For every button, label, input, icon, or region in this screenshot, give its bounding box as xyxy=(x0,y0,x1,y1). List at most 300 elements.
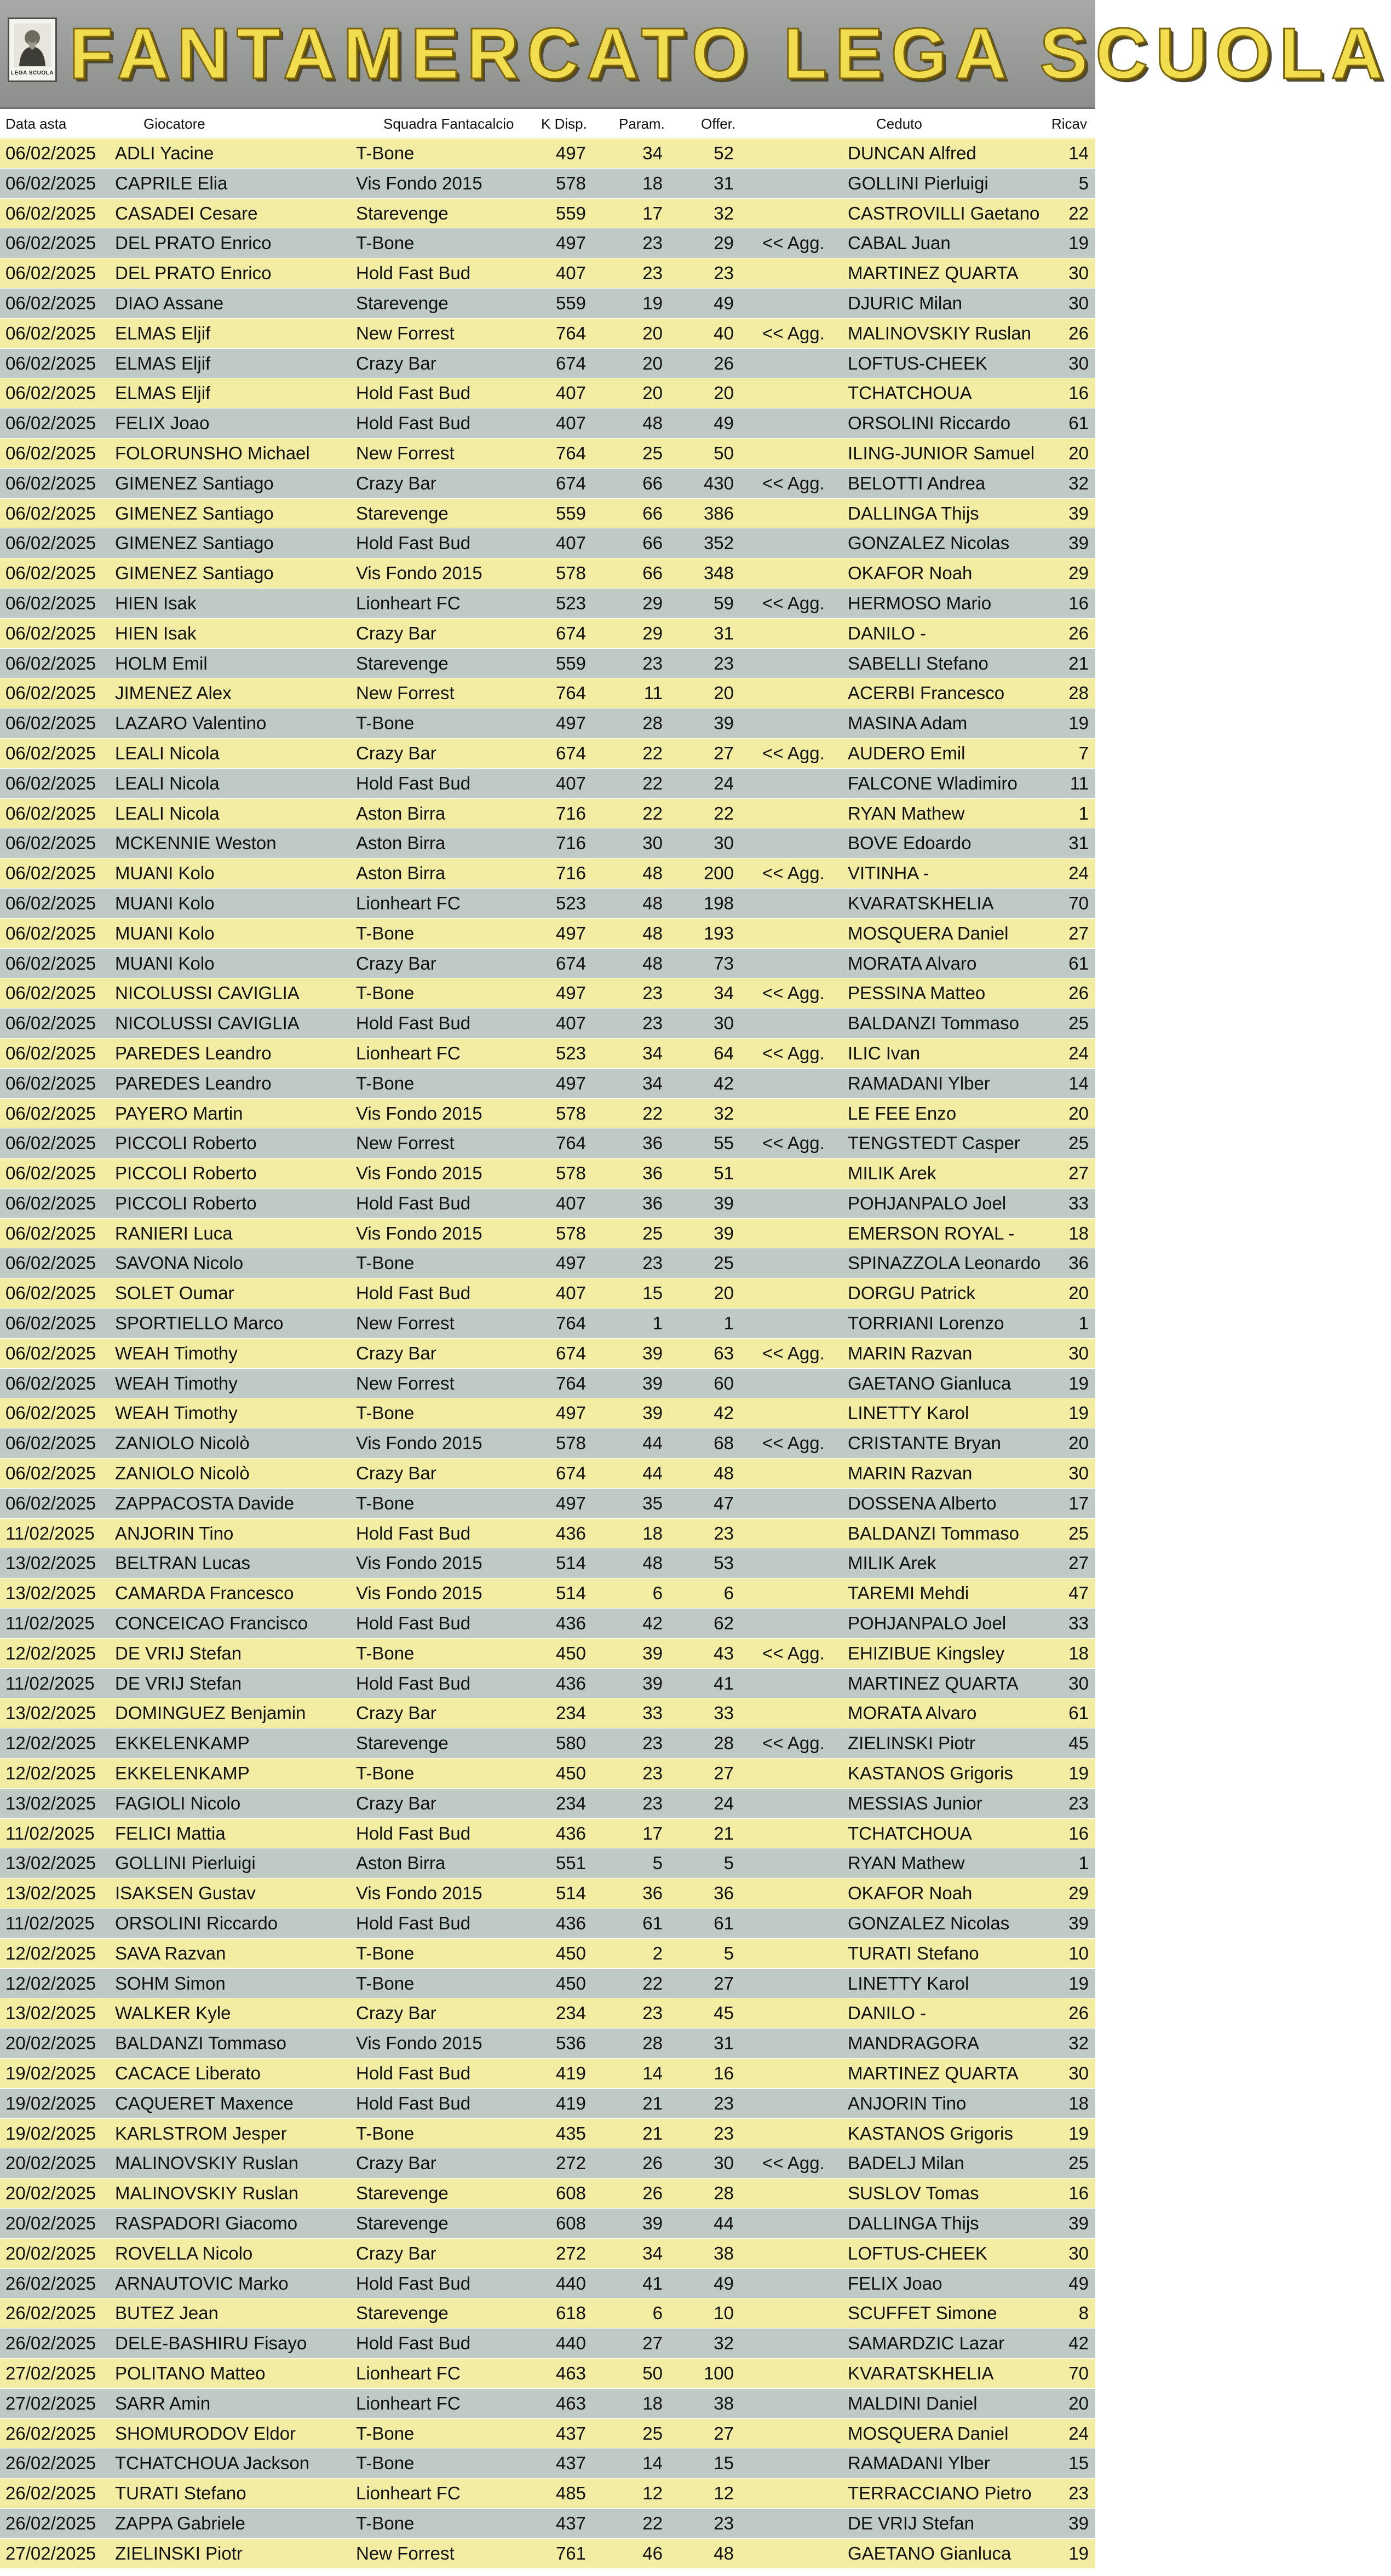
cell-param: 23 xyxy=(642,233,663,253)
cell-player: CACACE Liberato xyxy=(115,2063,261,2083)
cell-agg-marker xyxy=(762,1939,839,1968)
cell-kdisp: 578 xyxy=(555,1433,586,1454)
cell-player: SARR Amin xyxy=(115,2393,211,2413)
cell-date: 06/02/2025 xyxy=(5,1283,96,1304)
table-row xyxy=(0,1789,1095,1819)
cell-agg-marker xyxy=(762,2028,839,2058)
table-row xyxy=(0,708,1095,739)
cell-ricav: 39 xyxy=(1068,1913,1089,1934)
table-row xyxy=(0,919,1095,949)
cell-ceded: LOFTUS-CHEEK xyxy=(848,353,987,373)
cell-ceded: SCUFFET Simone xyxy=(848,2303,997,2324)
table-row xyxy=(0,1189,1095,1219)
cell-param: 36 xyxy=(642,1133,663,1154)
cell-team: New Forrest xyxy=(356,1313,455,1334)
cell-param: 6 xyxy=(652,2303,663,2324)
cell-param: 22 xyxy=(642,1973,663,1993)
cell-param: 41 xyxy=(642,2273,663,2293)
cell-ricav: 19 xyxy=(1068,233,1089,253)
cell-date: 06/02/2025 xyxy=(5,1163,96,1184)
cell-ceded: RAMADANI Ylber xyxy=(848,1073,990,1093)
cell-date: 06/02/2025 xyxy=(5,263,96,284)
cell-param: 23 xyxy=(642,983,663,1004)
cell-player: CASADEI Cesare xyxy=(115,203,258,223)
cell-param: 23 xyxy=(642,1793,663,1813)
table-row xyxy=(0,949,1095,979)
cell-date: 06/02/2025 xyxy=(5,1433,96,1454)
cell-team: T-Bone xyxy=(356,2423,415,2444)
cell-ceded: DALLINGA Thijs xyxy=(848,2212,979,2233)
cell-param: 12 xyxy=(642,2483,663,2504)
cell-date: 12/02/2025 xyxy=(5,1763,96,1784)
cell-ceded: KASTANOS Grigoris xyxy=(848,2123,1013,2143)
cell-ricav: 21 xyxy=(1068,653,1089,673)
cell-ceded: RYAN Mathew xyxy=(848,1853,965,1874)
cell-player: GIMENEZ Santiago xyxy=(115,563,274,584)
cell-agg-marker xyxy=(762,1099,839,1128)
cell-player: ELMAS Eljif xyxy=(115,353,211,373)
table-row xyxy=(0,2539,1095,2569)
cell-team: Aston Birra xyxy=(356,1853,446,1874)
cell-agg-marker: << Agg. xyxy=(762,472,825,493)
cell-ceded: BELOTTI Andrea xyxy=(848,472,986,493)
cell-date: 06/02/2025 xyxy=(5,833,96,854)
cell-agg-marker xyxy=(762,1189,839,1218)
cell-offer: 28 xyxy=(714,1733,734,1754)
cell-kdisp: 674 xyxy=(555,953,586,973)
cell-team: T-Bone xyxy=(356,1492,415,1513)
cell-kdisp: 764 xyxy=(555,1373,586,1393)
cell-team: Lionheart FC xyxy=(356,2362,461,2383)
cell-kdisp: 272 xyxy=(555,2153,586,2174)
cell-agg-marker xyxy=(762,2209,839,2238)
cell-kdisp: 716 xyxy=(555,863,586,884)
cell-player: CAPRILE Elia xyxy=(115,172,228,193)
cell-agg-marker xyxy=(762,2269,839,2298)
cell-kdisp: 436 xyxy=(555,1823,586,1843)
table-row xyxy=(0,1278,1095,1309)
cell-date: 13/02/2025 xyxy=(5,1553,96,1574)
logo-caption: LEGA SCUOLA xyxy=(11,70,54,76)
table-row xyxy=(0,1848,1095,1878)
cell-param: 36 xyxy=(642,1192,663,1213)
cell-ricav: 19 xyxy=(1068,1373,1089,1393)
cell-param: 33 xyxy=(642,1703,663,1724)
cell-agg-marker: << Agg. xyxy=(762,322,825,343)
cell-date: 12/02/2025 xyxy=(5,1643,96,1663)
cell-offer: 5 xyxy=(723,1853,734,1874)
table-header xyxy=(0,109,1095,139)
cell-param: 39 xyxy=(642,1373,663,1393)
cell-offer: 20 xyxy=(714,1283,734,1304)
cell-agg-marker: << Agg. xyxy=(762,1133,825,1154)
cell-player: ORSOLINI Riccardo xyxy=(115,1913,278,1934)
cell-offer: 34 xyxy=(714,983,734,1004)
cell-player: LAZARO Valentino xyxy=(115,713,267,734)
cell-offer: 100 xyxy=(703,2362,734,2383)
cell-agg-marker xyxy=(762,2359,839,2388)
cell-ricav: 22 xyxy=(1068,203,1089,223)
table-row xyxy=(0,1248,1095,1278)
cell-ceded: SABELLI Stefano xyxy=(848,653,988,673)
cell-ricav: 1 xyxy=(1078,803,1089,823)
cell-date: 06/02/2025 xyxy=(5,923,96,943)
cell-param: 46 xyxy=(642,2543,663,2563)
cell-offer: 5 xyxy=(723,1943,734,1963)
cell-kdisp: 559 xyxy=(555,653,586,673)
cell-team: Hold Fast Bud xyxy=(356,2063,471,2083)
cell-team: New Forrest xyxy=(356,1373,455,1393)
cell-agg-marker xyxy=(762,439,839,468)
cell-kdisp: 578 xyxy=(555,1103,586,1123)
table-row xyxy=(0,1519,1095,1549)
cell-team: New Forrest xyxy=(356,322,455,343)
cell-agg-marker: << Agg. xyxy=(762,1042,825,1063)
table-row xyxy=(0,1339,1095,1369)
cell-player: MUANI Kolo xyxy=(115,892,215,913)
cell-param: 5 xyxy=(652,1853,663,1874)
cell-team: Starevenge xyxy=(356,292,449,313)
cell-offer: 48 xyxy=(714,1463,734,1484)
cell-date: 27/02/2025 xyxy=(5,2543,96,2563)
cell-ricav: 29 xyxy=(1068,563,1089,584)
cell-kdisp: 716 xyxy=(555,833,586,854)
cell-date: 06/02/2025 xyxy=(5,803,96,823)
cell-offer: 59 xyxy=(714,592,734,613)
cell-ceded: MORATA Alvaro xyxy=(848,953,977,973)
cell-date: 11/02/2025 xyxy=(5,1673,95,1693)
cell-date: 26/02/2025 xyxy=(5,2483,96,2504)
cell-player: TURATI Stefano xyxy=(115,2483,246,2504)
cell-team: Crazy Bar xyxy=(356,2243,436,2263)
table-row xyxy=(0,439,1095,469)
cell-param: 14 xyxy=(642,2453,663,2474)
cell-param: 34 xyxy=(642,2243,663,2263)
cell-offer: 48 xyxy=(714,2543,734,2563)
cell-kdisp: 580 xyxy=(555,1733,586,1754)
cell-agg-marker xyxy=(762,1698,839,1728)
table-row xyxy=(0,2119,1095,2149)
cell-team: New Forrest xyxy=(356,1133,455,1154)
table-row xyxy=(0,1969,1095,1999)
cell-ricav: 32 xyxy=(1068,472,1089,493)
cell-ceded: LINETTY Karol xyxy=(848,1973,969,1993)
col-ricav-header: Ricav xyxy=(1051,116,1088,132)
cell-player: HIEN Isak xyxy=(115,623,197,643)
cell-player: SPORTIELLO Marco xyxy=(115,1313,284,1334)
cell-kdisp: 608 xyxy=(555,2183,586,2204)
cell-player: DIAO Assane xyxy=(115,292,224,313)
cell-kdisp: 234 xyxy=(555,1703,586,1724)
cell-param: 61 xyxy=(642,1913,663,1934)
cell-ricav: 30 xyxy=(1068,2243,1089,2263)
cell-ceded: GAETANO Gianluca xyxy=(848,2543,1011,2563)
cell-player: BALDANZI Tommaso xyxy=(115,2033,286,2054)
cell-agg-marker xyxy=(762,1848,839,1878)
cell-agg-marker xyxy=(762,1159,839,1188)
cell-offer: 63 xyxy=(714,1342,734,1363)
cell-team: Hold Fast Bud xyxy=(356,413,471,434)
cell-team: Vis Fondo 2015 xyxy=(356,1553,482,1574)
cell-player: PAREDES Leandro xyxy=(115,1073,272,1093)
cell-ricav: 7 xyxy=(1078,742,1089,763)
cell-player: HOLM Emil xyxy=(115,653,208,673)
cell-kdisp: 578 xyxy=(555,563,586,584)
cell-team: Starevenge xyxy=(356,653,449,673)
cell-param: 48 xyxy=(642,892,663,913)
cell-team: T-Bone xyxy=(356,923,415,943)
cell-param: 22 xyxy=(642,2512,663,2533)
cell-offer: 49 xyxy=(714,292,734,313)
cell-offer: 52 xyxy=(714,143,734,163)
cell-ceded: TCHATCHOUA xyxy=(848,1823,972,1843)
cell-ricav: 61 xyxy=(1068,953,1089,973)
cell-kdisp: 551 xyxy=(555,1853,586,1874)
cell-ricav: 31 xyxy=(1068,833,1089,854)
cell-date: 26/02/2025 xyxy=(5,2512,96,2533)
cell-team: Hold Fast Bud xyxy=(356,1613,471,1634)
cell-team: Vis Fondo 2015 xyxy=(356,1583,482,1604)
cell-param: 25 xyxy=(642,442,663,463)
cell-ceded: ACERBI Francesco xyxy=(848,683,1005,704)
cell-agg-marker xyxy=(762,1008,839,1038)
cell-param: 11 xyxy=(643,683,663,704)
cell-player: LEALI Nicola xyxy=(115,773,220,793)
cell-team: Starevenge xyxy=(356,1733,449,1754)
cell-kdisp: 618 xyxy=(555,2303,586,2324)
cell-player: DEL PRATO Enrico xyxy=(115,263,272,284)
cell-param: 34 xyxy=(642,1042,663,1063)
cell-param: 21 xyxy=(642,2093,663,2113)
cell-date: 20/02/2025 xyxy=(5,2033,96,2054)
cell-ceded: TENGSTEDT Casper xyxy=(848,1133,1020,1154)
cell-player: MUANI Kolo xyxy=(115,923,215,943)
cell-date: 06/02/2025 xyxy=(5,653,96,673)
cell-kdisp: 407 xyxy=(555,413,586,434)
cell-ceded: DE VRIJ Stefan xyxy=(848,2512,975,2533)
cell-kdisp: 450 xyxy=(555,1943,586,1963)
cell-player: TCHATCHOUA Jackson xyxy=(115,2453,310,2474)
cell-offer: 39 xyxy=(714,1192,734,1213)
cell-agg-marker xyxy=(762,2329,839,2358)
cell-ricav: 19 xyxy=(1068,1973,1089,1993)
cell-kdisp: 497 xyxy=(555,143,586,163)
cell-ceded: MARIN Razvan xyxy=(848,1342,973,1363)
cell-ceded: CASTROVILLI Gaetano xyxy=(848,203,1040,223)
cell-agg-marker xyxy=(762,799,839,828)
cell-kdisp: 764 xyxy=(555,683,586,704)
cell-date: 19/02/2025 xyxy=(5,2123,96,2143)
cell-param: 23 xyxy=(642,1013,663,1034)
cell-ricav: 16 xyxy=(1068,2183,1089,2204)
cell-player: ZAPPA Gabriele xyxy=(115,2512,245,2533)
cell-player: MCKENNIE Weston xyxy=(115,833,277,854)
cell-player: GIMENEZ Santiago xyxy=(115,533,274,554)
cell-date: 20/02/2025 xyxy=(5,2153,96,2174)
cell-team: Hold Fast Bud xyxy=(356,533,471,554)
cell-team: New Forrest xyxy=(356,2543,455,2563)
cell-param: 39 xyxy=(642,1643,663,1663)
cell-player: FELIX Joao xyxy=(115,413,210,434)
cell-team: Starevenge xyxy=(356,503,449,523)
cell-param: 42 xyxy=(642,1613,663,1634)
cell-offer: 348 xyxy=(703,563,734,584)
cell-player: HIEN Isak xyxy=(115,592,197,613)
cell-player: PICCOLI Roberto xyxy=(115,1192,257,1213)
cell-ceded: KASTANOS Grigoris xyxy=(848,1763,1013,1784)
cell-ricav: 39 xyxy=(1068,2512,1089,2533)
cell-ceded: ZIELINSKI Piotr xyxy=(848,1733,975,1754)
cell-team: Vis Fondo 2015 xyxy=(356,1433,482,1454)
cell-ceded: VITINHA - xyxy=(848,863,929,884)
cell-offer: 23 xyxy=(714,2123,734,2143)
cell-offer: 39 xyxy=(714,713,734,734)
cell-kdisp: 407 xyxy=(555,1013,586,1034)
cell-offer: 51 xyxy=(714,1163,734,1184)
cell-team: Hold Fast Bud xyxy=(356,1523,471,1543)
cell-date: 06/02/2025 xyxy=(5,292,96,313)
cell-team: Hold Fast Bud xyxy=(356,263,471,284)
cell-param: 50 xyxy=(642,2362,663,2383)
cell-ricav: 25 xyxy=(1068,2153,1089,2174)
cell-player: JIMENEZ Alex xyxy=(115,683,232,704)
cell-agg-marker xyxy=(762,1759,839,1788)
cell-offer: 15 xyxy=(714,2453,734,2474)
cell-player: CAMARDA Francesco xyxy=(115,1583,294,1604)
cell-ricav: 49 xyxy=(1068,2273,1089,2293)
cell-player: MALINOVSKIY Ruslan xyxy=(115,2183,299,2204)
cell-kdisp: 437 xyxy=(555,2453,586,2474)
table-row xyxy=(0,1939,1095,1969)
cell-ceded: MOSQUERA Daniel xyxy=(848,923,1009,943)
cell-offer: 24 xyxy=(714,773,734,793)
cell-param: 18 xyxy=(642,1523,663,1543)
cell-offer: 64 xyxy=(714,1042,734,1063)
cell-offer: 24 xyxy=(714,1793,734,1813)
table-row xyxy=(0,2148,1095,2179)
table-row xyxy=(0,2209,1095,2239)
cell-player: WALKER Kyle xyxy=(115,2003,231,2024)
cell-player: DE VRIJ Stefan xyxy=(115,1673,242,1693)
table-row xyxy=(0,258,1095,289)
cell-agg-marker xyxy=(762,349,839,378)
cell-kdisp: 450 xyxy=(555,1643,586,1663)
table-row xyxy=(0,978,1095,1008)
cell-kdisp: 407 xyxy=(555,383,586,404)
cell-offer: 32 xyxy=(714,1103,734,1123)
cell-ceded: AUDERO Emil xyxy=(848,742,965,763)
cell-kdisp: 485 xyxy=(555,2483,586,2504)
cell-kdisp: 440 xyxy=(555,2273,586,2293)
cell-player: WEAH Timothy xyxy=(115,1342,238,1363)
cell-player: SOLET Oumar xyxy=(115,1283,234,1304)
cell-ricav: 16 xyxy=(1068,1823,1089,1843)
cell-date: 06/02/2025 xyxy=(5,143,96,163)
cell-ricav: 1 xyxy=(1078,1313,1089,1334)
cell-date: 06/02/2025 xyxy=(5,233,96,253)
cell-kdisp: 764 xyxy=(555,442,586,463)
cell-offer: 430 xyxy=(703,472,734,493)
cell-param: 1 xyxy=(652,1313,663,1334)
cell-agg-marker: << Agg. xyxy=(762,592,825,613)
cell-date: 13/02/2025 xyxy=(5,1703,96,1724)
cell-date: 26/02/2025 xyxy=(5,2333,96,2354)
table-row xyxy=(0,1069,1095,1099)
cell-date: 06/02/2025 xyxy=(5,442,96,463)
cell-agg-marker xyxy=(762,2179,839,2208)
cell-offer: 16 xyxy=(714,2063,734,2083)
cell-offer: 23 xyxy=(714,2093,734,2113)
cell-agg-marker xyxy=(762,828,839,858)
cell-date: 26/02/2025 xyxy=(5,2453,96,2474)
col-team-header: Squadra Fantacalcio xyxy=(383,116,514,132)
cell-offer: 44 xyxy=(714,2212,734,2233)
cell-player: ARNAUTOVIC Marko xyxy=(115,2273,289,2293)
cell-player: SOHM Simon xyxy=(115,1973,226,1993)
table-row xyxy=(0,2448,1095,2479)
cell-param: 25 xyxy=(642,1223,663,1243)
cell-ceded: DANILO - xyxy=(848,623,927,643)
table-row xyxy=(0,589,1095,619)
cell-team: Crazy Bar xyxy=(356,1342,436,1363)
cell-kdisp: 674 xyxy=(555,1463,586,1484)
cell-offer: 43 xyxy=(714,1643,734,1663)
cell-ceded: MILIK Arek xyxy=(848,1553,936,1574)
cell-agg-marker xyxy=(762,378,839,408)
cell-kdisp: 578 xyxy=(555,1223,586,1243)
cell-kdisp: 436 xyxy=(555,1613,586,1634)
col-param-header: Param. xyxy=(619,116,665,132)
cell-team: Hold Fast Bud xyxy=(356,1913,471,1934)
cell-date: 06/02/2025 xyxy=(5,713,96,734)
cell-ricav: 19 xyxy=(1068,1763,1089,1784)
col-kdisp-header: K Disp. xyxy=(541,116,587,132)
cell-team: Vis Fondo 2015 xyxy=(356,1103,482,1123)
cell-player: ISAKSEN Gustav xyxy=(115,1883,256,1904)
cell-date: 13/02/2025 xyxy=(5,1883,96,1904)
cell-team: Starevenge xyxy=(356,2183,449,2204)
cell-team: Hold Fast Bud xyxy=(356,1673,471,1693)
cell-agg-marker xyxy=(762,499,839,528)
cell-ceded: BADELJ Milan xyxy=(848,2153,964,2174)
cell-team: Lionheart FC xyxy=(356,1042,461,1063)
cell-ceded: DUNCAN Alfred xyxy=(848,143,976,163)
cell-agg-marker xyxy=(762,1578,839,1608)
cell-player: PICCOLI Roberto xyxy=(115,1133,257,1154)
table-row xyxy=(0,2179,1095,2209)
cell-ceded: ILING-JUNIOR Samuel xyxy=(848,442,1035,463)
col-offer-header: Offer. xyxy=(701,116,736,132)
cell-player: MALINOVSKIY Ruslan xyxy=(115,2153,299,2174)
cell-ricav: 39 xyxy=(1068,533,1089,554)
cell-param: 6 xyxy=(652,1583,663,1604)
cell-date: 06/02/2025 xyxy=(5,1013,96,1034)
cell-date: 19/02/2025 xyxy=(5,2063,96,2083)
cell-ricav: 30 xyxy=(1068,263,1089,284)
cell-kdisp: 514 xyxy=(555,1883,586,1904)
cell-kdisp: 536 xyxy=(555,2033,586,2054)
table-row xyxy=(0,2509,1095,2539)
cell-param: 22 xyxy=(642,1103,663,1123)
cell-team: Vis Fondo 2015 xyxy=(356,2033,482,2054)
cell-player: ZANIOLO Nicolò xyxy=(115,1463,250,1484)
cell-ricav: 45 xyxy=(1068,1733,1089,1754)
table-row xyxy=(0,769,1095,799)
cell-player: MUANI Kolo xyxy=(115,863,215,884)
cell-team: Crazy Bar xyxy=(356,742,436,763)
col-player-header: Giocatore xyxy=(143,116,205,132)
cell-ceded: GONZALEZ Nicolas xyxy=(848,533,1010,554)
